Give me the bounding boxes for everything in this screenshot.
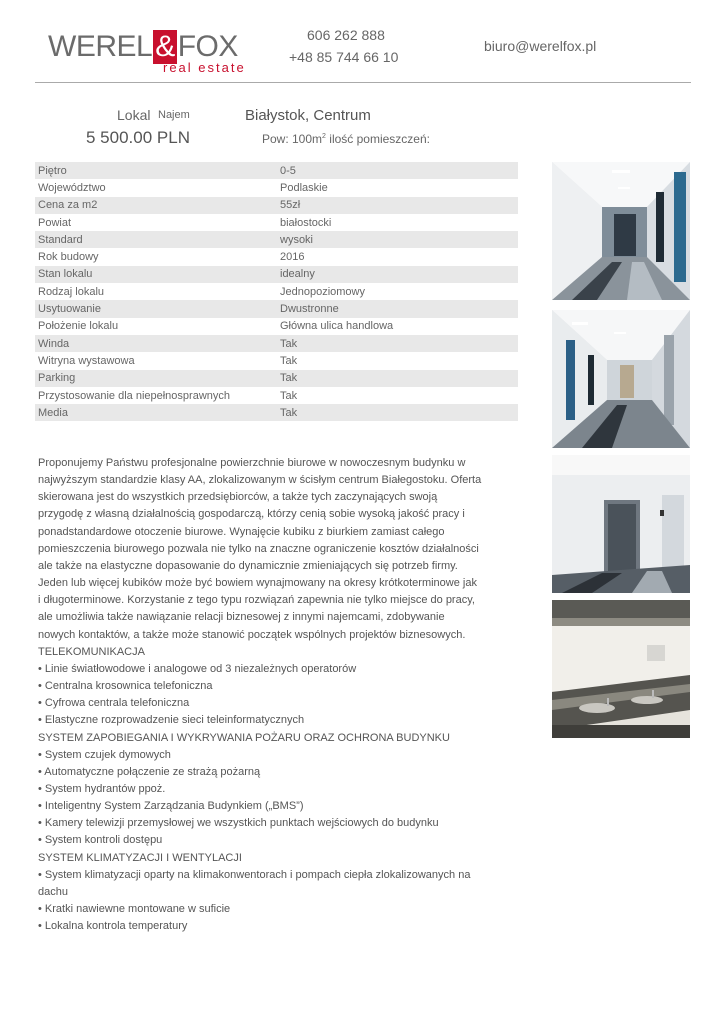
description-line: • Lokalna kontrola temperatury [38, 920, 188, 933]
param-value: 2016 [280, 251, 305, 264]
param-label: Rok budowy [38, 251, 99, 264]
param-label: Usytuowanie [35, 300, 277, 317]
table-row [35, 214, 518, 231]
description-line: • System klimatyzacji oparty na klimakonwentorach i pompach ciepła zlokalizowanych na dachu [38, 868, 471, 898]
param-label: Piętro [35, 162, 277, 179]
description-line: • Centralna krosownica telefoniczna [38, 680, 213, 693]
param-value: Jednopoziomowy [280, 285, 365, 298]
param-value: białostocki [280, 216, 332, 229]
table-row [35, 162, 518, 179]
table-row [35, 197, 518, 214]
description-line: • Elastyczne rozprowadzenie sieci teleinformatycznych [38, 714, 305, 727]
table-row [35, 283, 518, 300]
logo-wordmark: WEREL & FOX [48, 30, 238, 63]
table-row [35, 387, 518, 404]
price: 5 500.00 PLN [86, 128, 190, 147]
location: Białystok, Centrum [245, 107, 371, 124]
param-label: Powiat [38, 216, 72, 229]
param-label: Przystosowanie dla niepełnosprawnych [38, 389, 230, 402]
phone-number-mobile[interactable]: 606 262 888 [307, 27, 385, 43]
param-value: wysoki [277, 231, 518, 248]
table-row [35, 179, 518, 196]
table-row [35, 300, 518, 317]
param-value: idealny [277, 266, 518, 283]
table-row [35, 318, 518, 335]
param-value: Tak [280, 389, 298, 402]
description-line: • Cyfrowa centrala telefoniczna [38, 697, 190, 710]
area-info: Pow: $100m^2$ ilość pomieszczeń: [262, 132, 430, 146]
param-value: Główna ulica handlowa [280, 320, 394, 333]
param-value: Tak [277, 335, 518, 352]
param-value: Dwustronne [277, 300, 518, 317]
description-line: • System kontroli dostępu [38, 834, 163, 847]
logo-tagline: real estate [163, 60, 246, 75]
description-line: • Kamery telewizji przemysłowej we wszystkich punktach wejściowych do budynku [38, 817, 439, 830]
deal-type: Najem [158, 109, 190, 121]
table-row [35, 248, 518, 265]
description-line: SYSTEM KLIMATYZACJI I WENTYLACJI [38, 851, 242, 864]
param-label: Rodzaj lokalu [38, 285, 105, 298]
table-row [35, 335, 518, 352]
param-label: Media [35, 404, 277, 421]
table-row [35, 352, 518, 369]
company-logo [48, 30, 268, 80]
table-row [35, 370, 518, 387]
param-label: Położenie lokalu [38, 320, 119, 333]
description-line: TELEKOMUNIKACJA [38, 645, 145, 658]
description-line: • Kratki nawiewne montowane w suficie [38, 903, 231, 916]
description-line: • Linie światłowodowe i analogowe od 3 niezależnych operatorów [38, 662, 357, 675]
table-row [35, 266, 518, 283]
param-value: 0-5 [277, 162, 518, 179]
param-label: Witryna wystawowa [38, 354, 135, 367]
description-line: • System hydrantów ppoż. [38, 782, 166, 795]
param-value: 55zł [277, 197, 518, 214]
param-label: Stan lokalu [35, 266, 277, 283]
email-link[interactable]: biuro@werelfox.pl [484, 38, 597, 54]
param-value: Tak [277, 370, 518, 387]
param-label: Winda [35, 335, 277, 352]
description-line: SYSTEM ZAPOBIEGANIA I WYKRYWANIA POŻARU ORAZ OCHRONA BUDYNKU [38, 731, 450, 744]
param-label: Parking [35, 370, 277, 387]
description-paragraph: Proponujemy Państwu profesjonalne powierzchnie biurowe w nowoczesnym budynku w najwyższym standardzie klasy AA, zlokalizowanym w ścisłym centrum Białegostoku. Oferta skierowana jest do wszystkich przedsiębiorców, a także tych zaczynających swoją przygodę z własną działalnością gospodarczą, którzy cenią sobie wysoką jakość pracy i ponadstandardowe otoczenie biurowe. Wynajęcie kubiku z biurkiem zamiast całego pomieszczenia biurowego pozwala nie tylko na znaczne ograniczenie kosztów działalności ale także na elastyczne dopasowanie do dynamicznie zmieniających się potrzeb firmy. Jeden lub więcej kubików może być bowiem wynajmowany na okresy krótkoterminowe jak i długoterminowe. Korzystanie z tego typu rozwiązań zapewnia nie tylko miejsce do pracy, ale umożliwia także nawiązanie relacji biznesowej z innymi najemcami, zdobywanie nowych kontaktów, a także może stanowić początek wspólnych projektów biznesowych. [38, 457, 482, 641]
table-row [35, 404, 518, 421]
param-value: Tak [277, 404, 518, 421]
param-label: Standard [35, 231, 277, 248]
param-value: Podlaskie [280, 181, 328, 194]
description-line: • Automatyczne połączenie ze strażą pożarną [38, 765, 261, 778]
property-type: Lokal [117, 107, 151, 123]
corridor-photo-2[interactable] [552, 310, 690, 448]
header-divider [35, 82, 691, 83]
corridor-photo-1[interactable] [552, 162, 690, 300]
description-line: • System czujek dymowych [38, 748, 171, 761]
param-label: Cena za m2 [35, 197, 277, 214]
description-line: • Inteligentny System Zarządzania Budynkiem („BMS”) [38, 800, 304, 813]
phone-number-landline[interactable]: +48 85 744 66 10 [289, 49, 399, 65]
param-value: Tak [280, 354, 298, 367]
parameters-table [35, 162, 518, 421]
door-photo[interactable] [552, 455, 690, 593]
description [38, 455, 482, 935]
table-row [35, 231, 518, 248]
washroom-photo[interactable] [552, 600, 690, 738]
param-label: Województwo [38, 181, 106, 194]
